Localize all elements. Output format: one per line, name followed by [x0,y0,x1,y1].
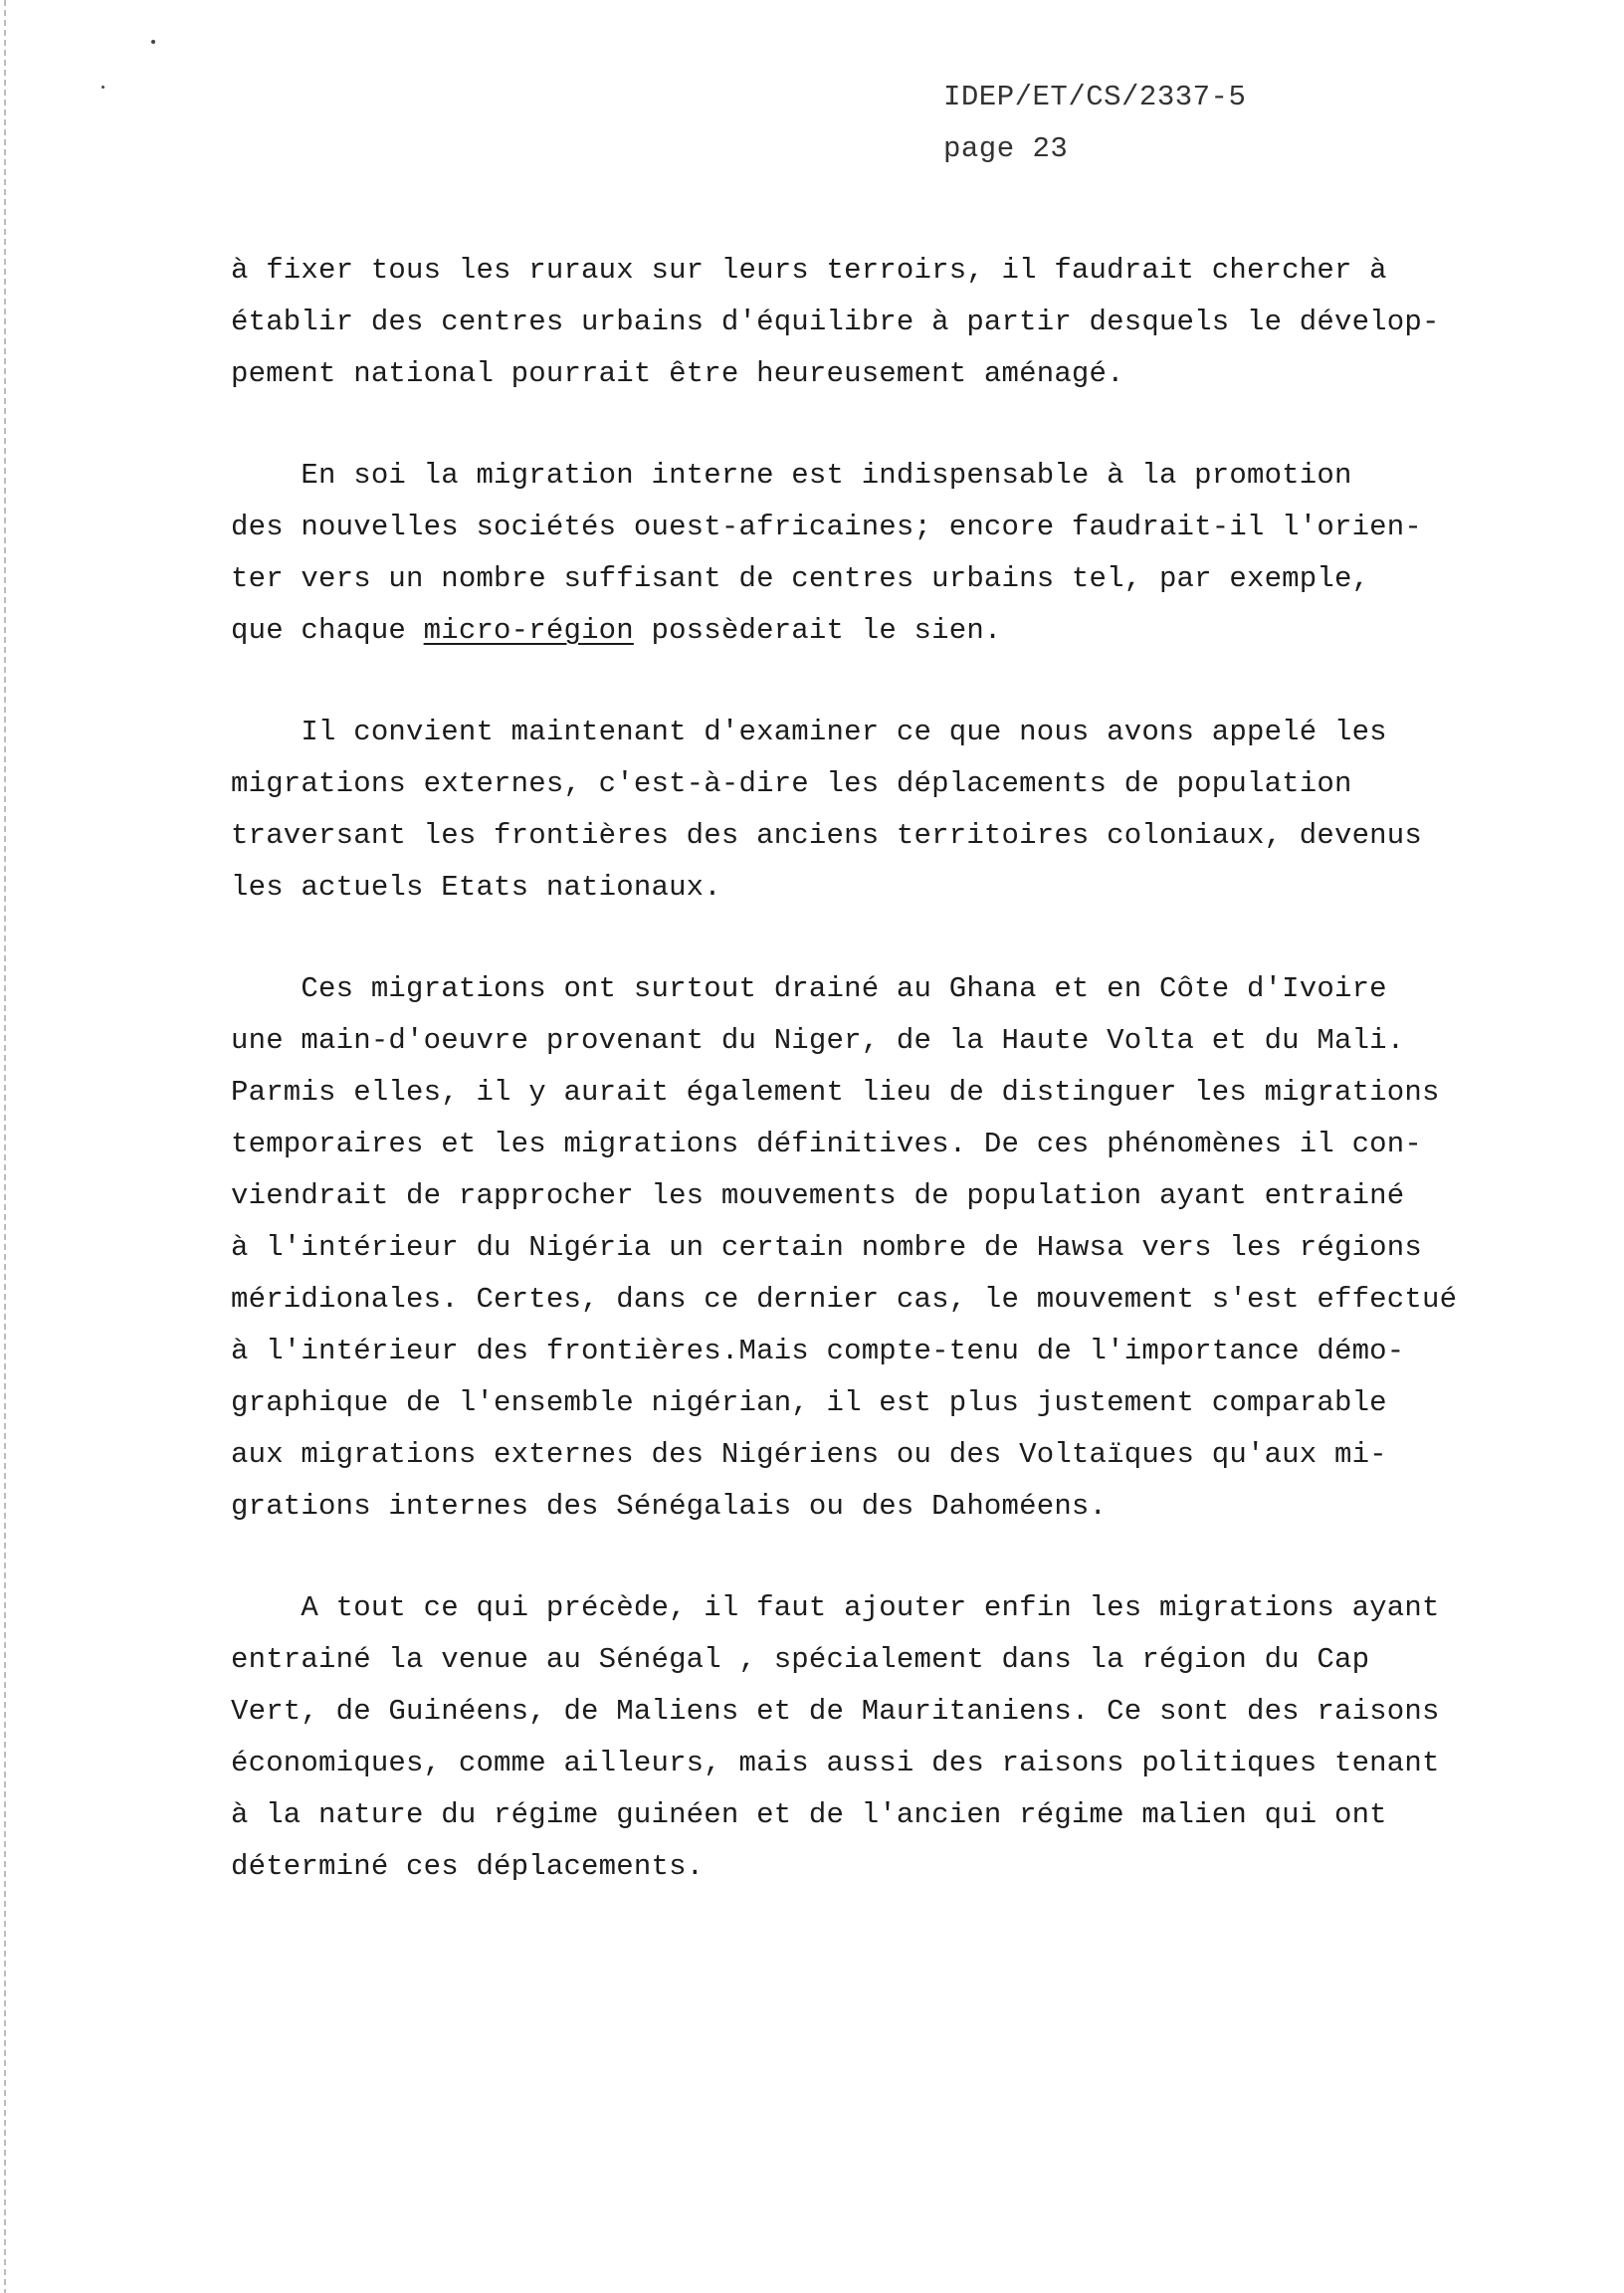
text-line: économiques, comme ailleurs, mais aussi des raisons politiques tenant [231,1747,1440,1779]
text-line: à l'intérieur du Nigéria un certain nombre de Hawsa vers les régions [231,1231,1422,1264]
document-header [943,72,1246,175]
text-line: ter vers un nombre suffisant de centres urbains tel, par exemple, [231,562,1370,595]
text-line: entrainé la venue au Sénégal , spécialement dans la région du Cap [231,1643,1370,1676]
page-number: page 23 [943,132,1069,165]
text-segment: que chaque [231,614,424,647]
text-line: à fixer tous les ruraux sur leurs terroirs, il faudrait chercher à [231,254,1387,287]
document-reference: IDEP/ET/CS/2337-5 [943,81,1247,113]
text-line: grations internes des Sénégalais ou des Dahoméens. [231,1490,1108,1523]
text-line: à la nature du régime guinéen et de l'ancien régime malien qui ont [231,1798,1387,1831]
text-line [231,605,1002,657]
text-line: A tout ce qui précède, il faut ajouter enfin les migrations ayant [231,1591,1440,1624]
text-line: déterminé ces déplacements. [231,1850,705,1883]
text-line: des nouvelles sociétés ouest-africaines; encore faudrait-il l'orien- [231,511,1422,543]
text-line: aux migrations externes des Nigériens ou des Voltaïques qu'aux mi- [231,1438,1387,1471]
text-line: établir des centres urbains d'équilibre à partir desquels le dévelop- [231,306,1440,338]
text-line: temporaires et les migrations définitives. De ces phénomènes il con- [231,1128,1422,1160]
text-segment: possèderait le sien. [633,614,1002,647]
text-line: viendrait de rapprocher les mouvements de population ayant entrainé [231,1179,1405,1212]
scan-speck [102,86,104,89]
text-line: Vert, de Guinéens, de Maliens et de Mauritaniens. Ce sont des raisons [231,1695,1440,1728]
text-line: à l'intérieur des frontières.Mais compte-tenu de l'importance démo- [231,1335,1405,1367]
text-line: traversant les frontières des anciens territoires coloniaux, devenus [231,819,1422,852]
text-line: migrations externes, c'est-à-dire les déplacements de population [231,767,1352,800]
scan-speck [151,40,155,44]
text-line: Il convient maintenant d'examiner ce que nous avons appelé les [231,716,1387,748]
text-line: une main-d'oeuvre provenant du Niger, de la Haute Volta et du Mali. [231,1024,1405,1057]
text-line: méridionales. Certes, dans ce dernier cas, le mouvement s'est effectué [231,1283,1458,1316]
text-line: En soi la migration interne est indispensable à la promotion [231,459,1352,492]
text-line: pement national pourrait être heureusement aménagé. [231,357,1124,390]
text-line: Ces migrations ont surtout drainé au Ghana et en Côte d'Ivoire [231,972,1387,1005]
scan-left-edge [4,0,6,2293]
underlined-term: micro-région [423,614,634,647]
text-line: les actuels Etats nationaux. [231,871,721,904]
text-line: Parmis elles, il y aurait également lieu de distinguer les migrations [231,1076,1440,1109]
text-line: graphique de l'ensemble nigérian, il est plus justement comparable [231,1386,1387,1419]
